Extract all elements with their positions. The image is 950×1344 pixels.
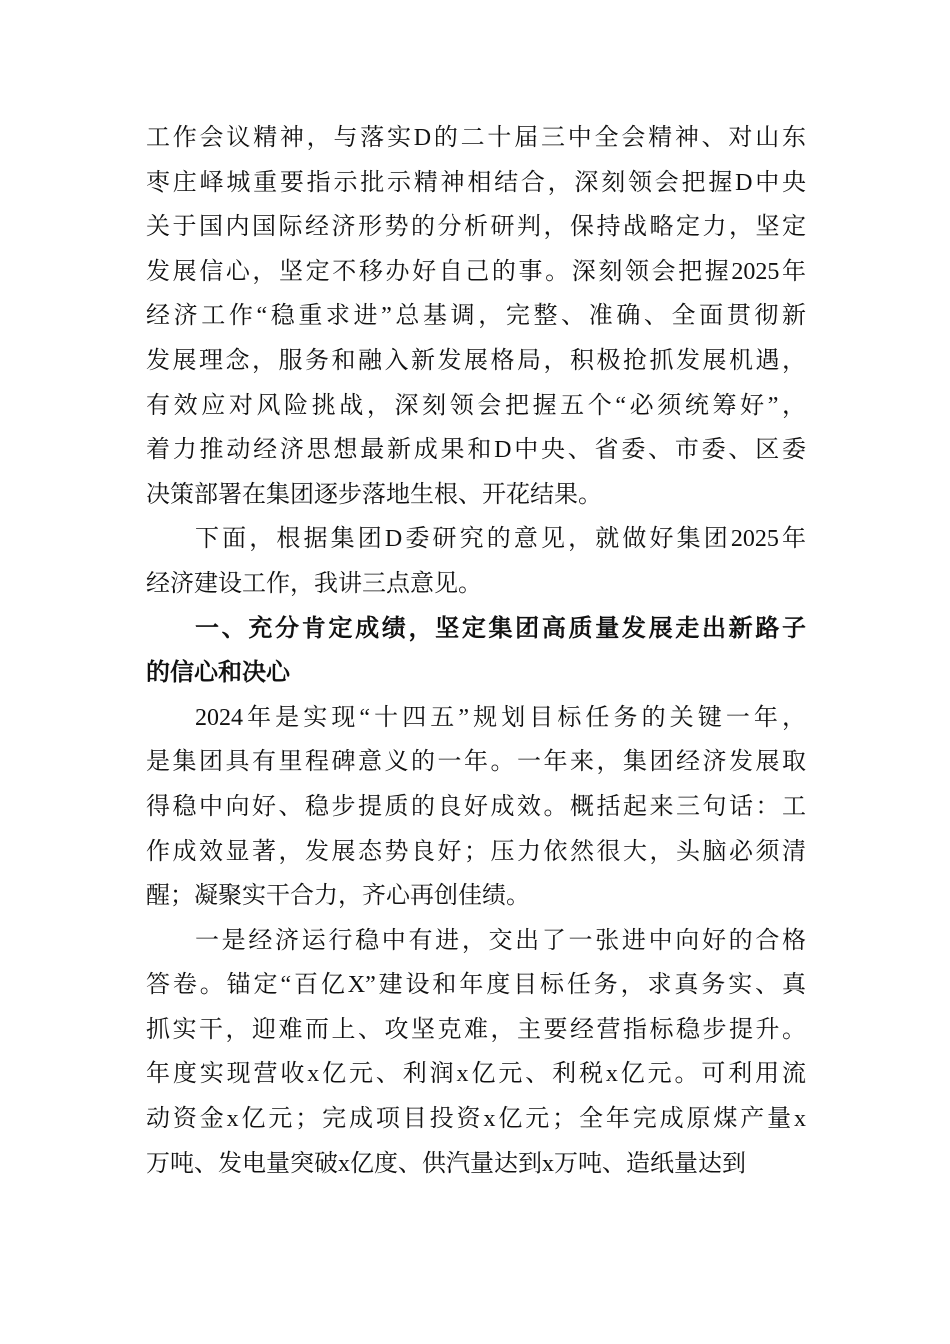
text-line: 动资金x亿元；完成项目投资x亿元；全年完成原煤产量x bbox=[146, 1106, 806, 1133]
text-line: 枣庄峄城重要指示批示精神相结合，深刻领会把握D中央 bbox=[146, 169, 806, 196]
text-line: 得稳中向好、稳步提质的良好成效。概括起来三句话：工 bbox=[146, 793, 806, 820]
text-line: 醒；凝聚实干合力，齐心再创佳绩。 bbox=[146, 883, 530, 910]
text-line: 是集团具有里程碑意义的一年。一年来，集团经济发展取 bbox=[146, 749, 806, 776]
section-heading bbox=[146, 607, 806, 696]
text-line: 一、充分肯定成绩，坚定集团高质量发展走出新路子 bbox=[195, 614, 806, 642]
text-line: 有效应对风险挑战，深刻领会把握五个“必须统筹好”， bbox=[146, 392, 806, 419]
text-line: 万吨、发电量突破x亿度、供汽量达到x万吨、造纸量达到 bbox=[146, 1150, 746, 1177]
text-line: 年度实现营收x亿元、利润x亿元、利税x亿元。可利用流 bbox=[146, 1061, 806, 1088]
paragraph bbox=[146, 696, 806, 919]
text-line: 经济建设工作，我讲三点意见。 bbox=[146, 570, 482, 597]
text-line: 发展信心，坚定不移办好自己的事。深刻领会把握2025年 bbox=[146, 258, 806, 285]
paragraph bbox=[146, 116, 806, 517]
text-line: 答卷。锚定“百亿X”建设和年度目标任务，求真务实、真 bbox=[146, 972, 806, 999]
paragraph bbox=[146, 919, 806, 1187]
document-page bbox=[146, 116, 806, 1186]
text-line: 发展理念，服务和融入新发展格局，积极抢抓发展机遇， bbox=[146, 347, 806, 374]
text-line: 一是经济运行稳中有进，交出了一张进中向好的合格 bbox=[195, 927, 806, 954]
text-line: 作成效显著，发展态势良好；压力依然很大，头脑必须清 bbox=[146, 838, 806, 865]
text-line: 经济工作“稳重求进”总基调，完整、准确、全面贯彻新 bbox=[146, 303, 806, 330]
text-line: 关于国内国际经济形势的分析研判，保持战略定力，坚定 bbox=[146, 214, 806, 241]
text-line: 工作会议精神，与落实D的二十届三中全会精神、对山东 bbox=[146, 125, 806, 151]
paragraph bbox=[146, 517, 806, 606]
text-line: 抓实干，迎难而上、攻坚克难，主要经营指标稳步提升。 bbox=[146, 1016, 806, 1043]
text-line: 2024年是实现“十四五”规划目标任务的关键一年， bbox=[195, 704, 806, 731]
text-line: 下面，根据集团D委研究的意见，就做好集团2025年 bbox=[195, 526, 806, 553]
text-line: 的信心和决心 bbox=[146, 659, 290, 687]
text-line: 决策部署在集团逐步落地生根、开花结果。 bbox=[146, 481, 602, 508]
text-line: 着力推动经济思想最新成果和D中央、省委、市委、区委 bbox=[146, 437, 806, 464]
